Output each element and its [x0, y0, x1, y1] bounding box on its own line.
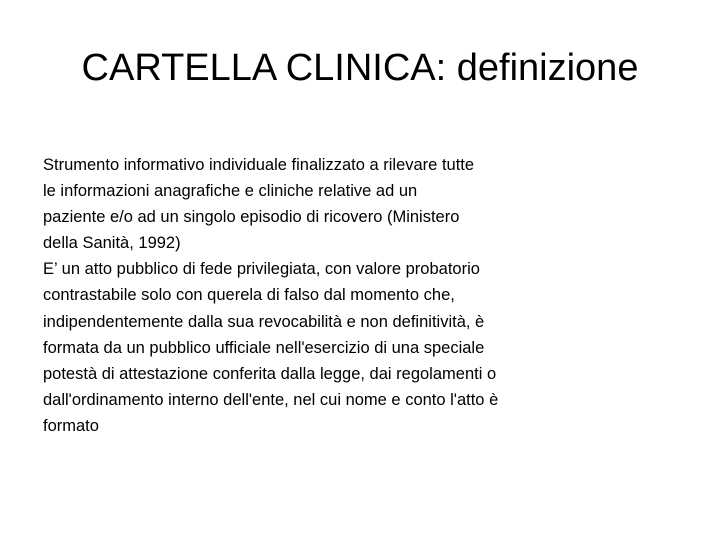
body-line-11: formato [43, 416, 99, 435]
body-line-10: dall'ordinamento interno dell'ente, nel cui nome e conto l'atto è [43, 390, 499, 409]
body-line-5: E’ un atto pubblico di fede privilegiata, con valore probatorio [43, 260, 480, 279]
body-line-1: Strumento informativo individuale finalizzato a rilevare tutte [43, 156, 475, 174]
body-line-8: formata da un pubblico ufficiale nell'esercizio di una speciale [43, 338, 485, 357]
body-line-4: della Sanità, 1992) [43, 234, 181, 253]
body-line-7: indipendentemente dalla sua revocabilità e non definitività, è [43, 312, 485, 331]
slide-body-text [43, 152, 683, 439]
body-line-6: contrastabile solo con querela di falso dal momento che, [43, 286, 455, 305]
body-line-3: paziente e/o ad un singolo episodio di ricovero (Ministero [43, 208, 460, 227]
slide-title: CARTELLA CLINICA: definizione [81, 47, 639, 89]
body-line-2: le informazioni anagrafiche e cliniche relative ad un [43, 182, 418, 201]
body-line-9: potestà di attestazione conferita dalla legge, dai regolamenti o [43, 364, 497, 383]
